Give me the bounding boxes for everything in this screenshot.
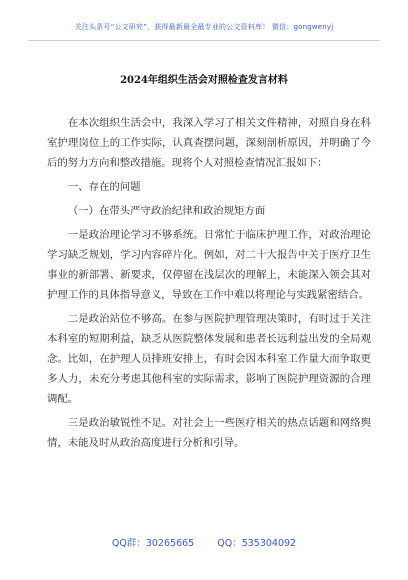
footer-contact <box>0 535 408 549</box>
document-body <box>47 113 371 457</box>
body-paragraph: 二是政治站位不够高。在参与医院护理管理决策时，有时过于关注本科室的短期利益，缺乏从医院整体发展和患者长远利益出发的全局观念。比如，在护理人员排班安排上，有时会因本科室工作量大而争取更多人力，未充分考虑其他科室的实际需求，影响了医院护理资源的合理调配。 <box>47 313 371 405</box>
section-heading: 一、存在的问题 <box>67 181 141 193</box>
document-title: 2024年组织生活会对照检查发言材料 <box>120 75 288 86</box>
footer-qq-group: QQ群：30265665 <box>111 538 195 549</box>
intro-paragraph: 在本次组织生活会中，我深入学习了相关文件精神，对照自身在科室护理岗位上的工作实际，认真查摆问题，深刻剖析原因，并明确了今后的努力方向和整改措施。现将个人对照检查情况汇报如下： <box>47 117 371 169</box>
body-paragraph: 一是政治理论学习不够系统。日常忙于临床护理工作，对政治理论学习缺乏规划，学习内容碎片化。例如，对二十大报告中关于医疗卫生事业的新部署、新要求，仅停留在浅层次的理解上，未能深入领会其对护理工作的具体指导意义，导致在工作中难以将理论与实践紧密结合。 <box>47 229 371 301</box>
body-paragraph: 三是政治敏锐性不足。对社会上一些医疗相关的热点话题和网络舆情，未能及时从政治高度进行分析和引导。 <box>47 417 371 449</box>
header-divider <box>28 40 380 41</box>
header-banner: 关注头条号“公文研究”，获得最新最全最专业的公文资料库！ 微信：gongwenyj <box>74 23 334 31</box>
footer-qq: QQ：535304092 <box>217 538 297 549</box>
subsection-heading: （一）在带头严守政治纪律和政治规矩方面 <box>67 205 266 217</box>
